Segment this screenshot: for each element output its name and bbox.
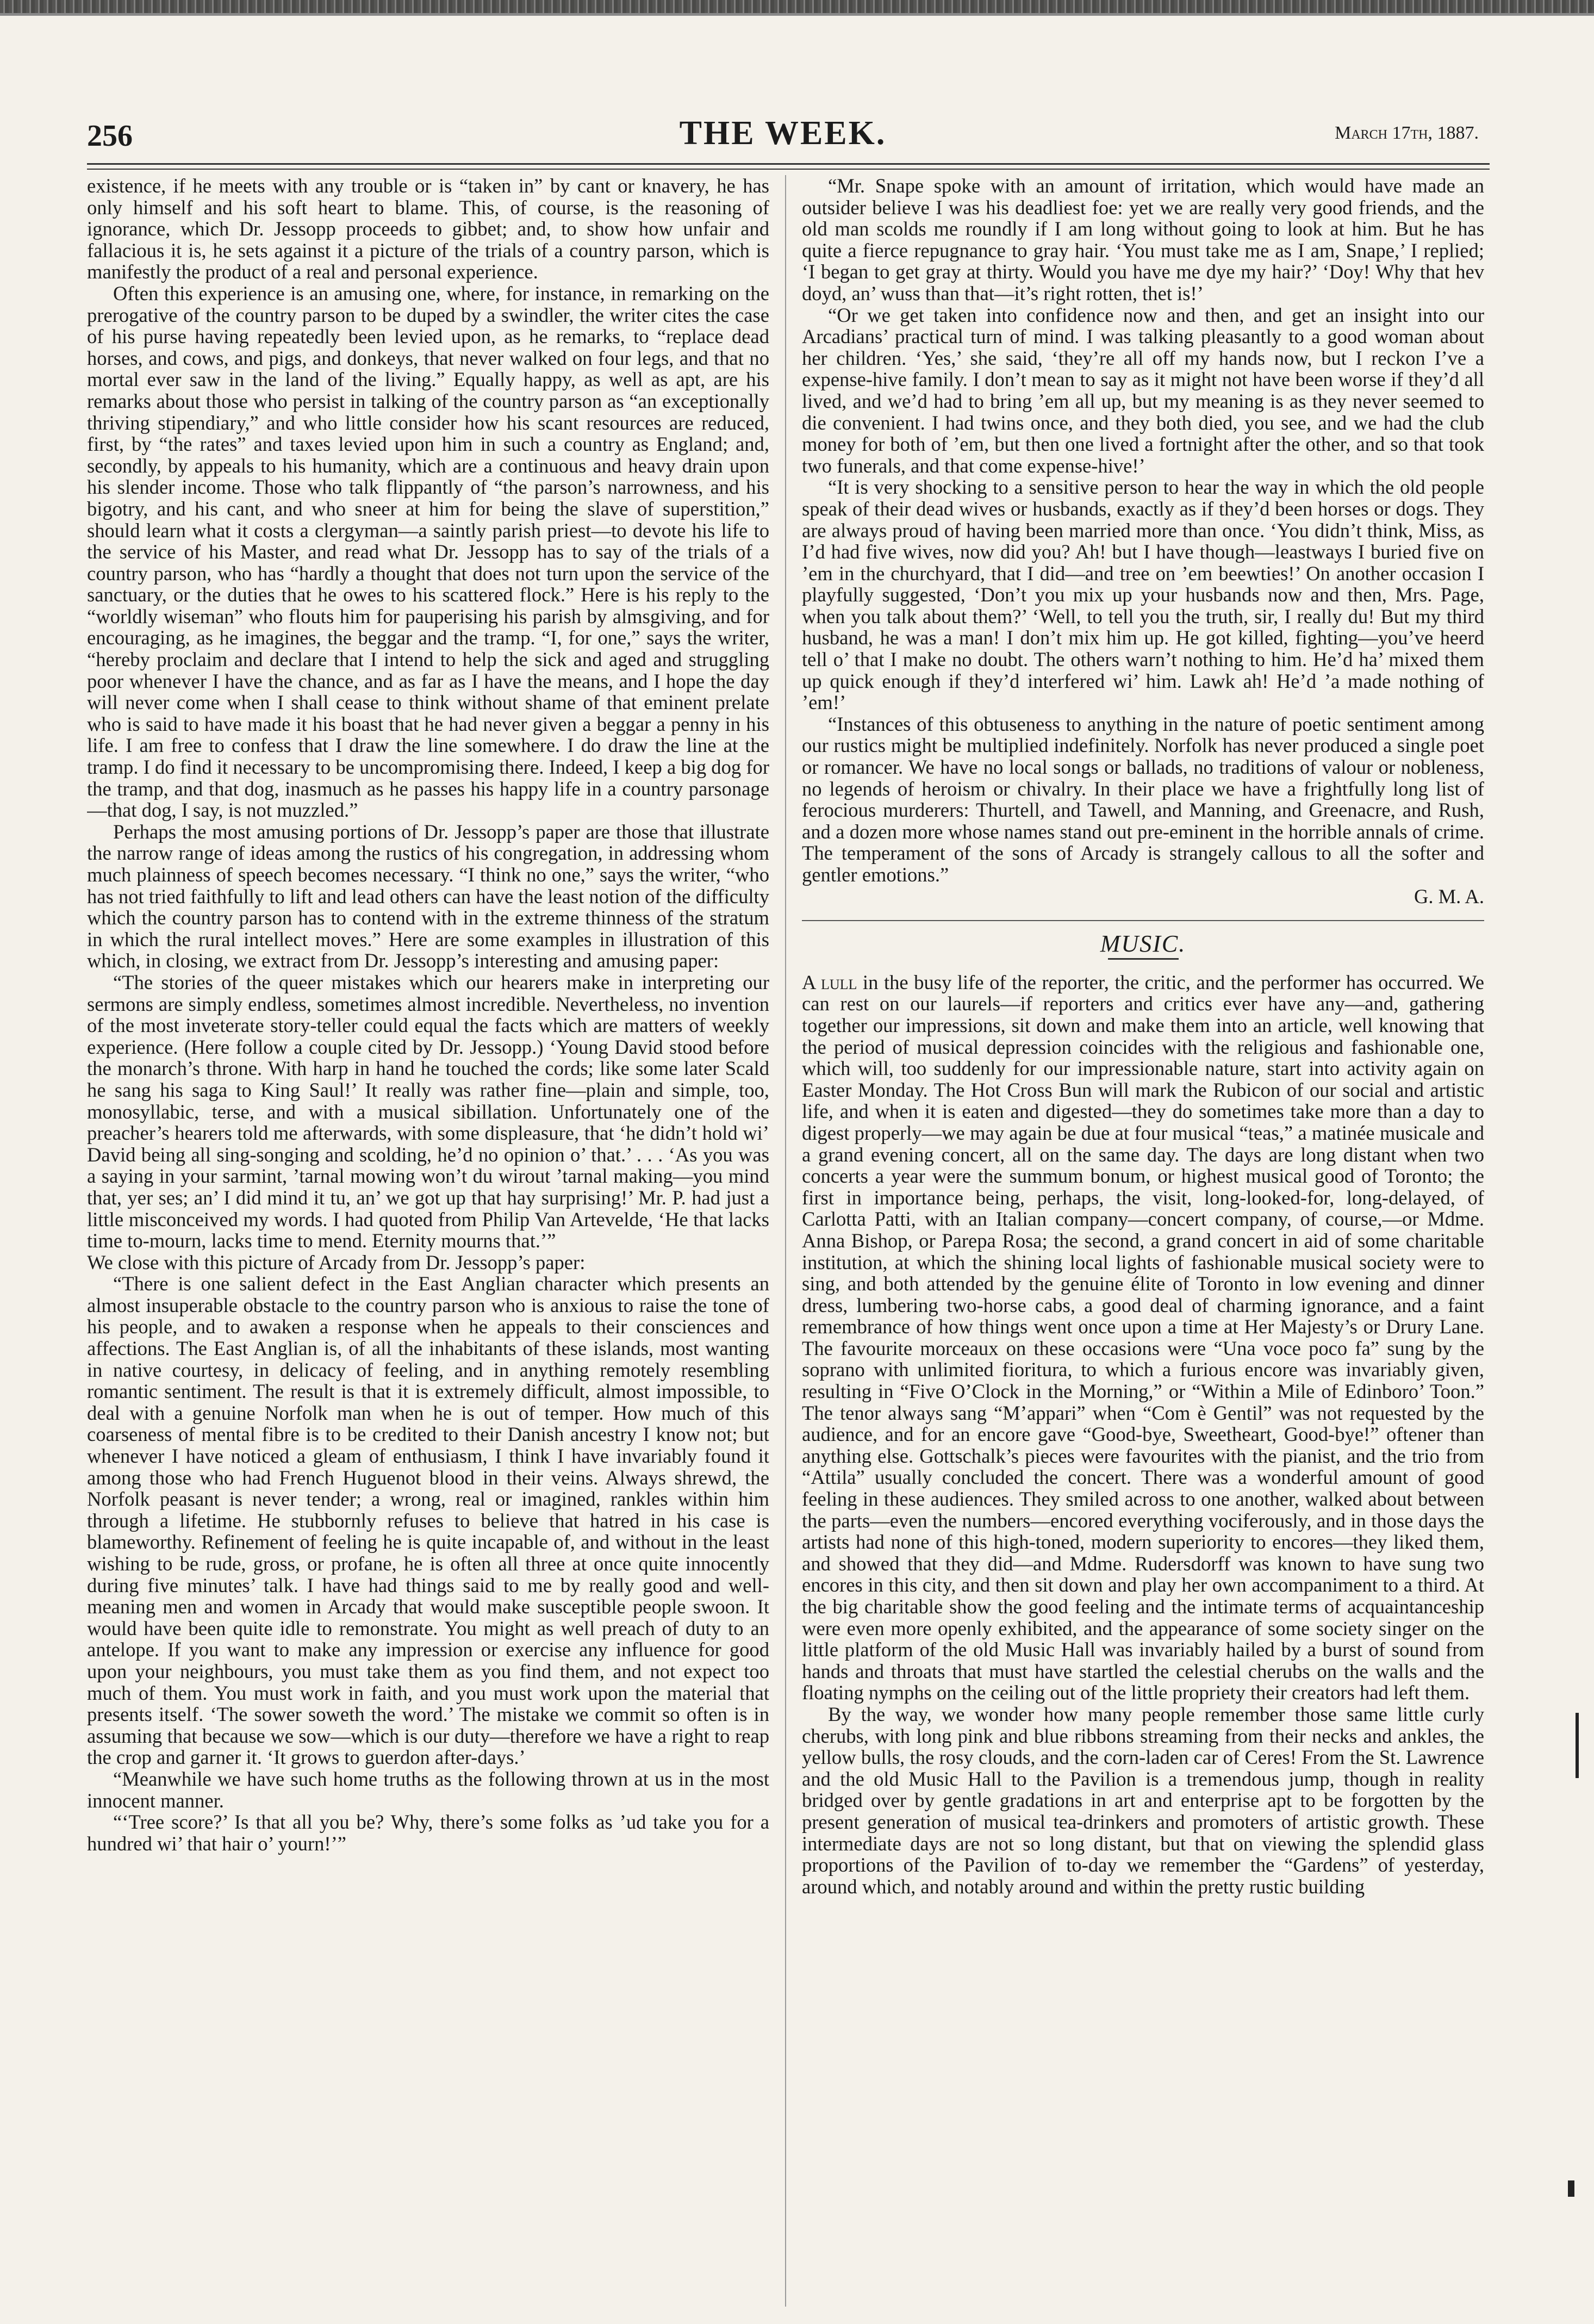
quote-paragraph: “Mr. Snape spoke with an amount of irritation, which would have made an outsider believe I was his deadliest foe: yet we are really very good friends, and the old man scolds me roundly if I am long without going to look at him. But he has quite a fierce repugnance to gray hair. ‘You must take me as I am, Snape,’ I replied; ‘I began to get gray at thirty. Would you have me dye my hair?’ ‘Doy! Why that hev doyd, an’ wuss than that—it’s right rotten, thet is!’ bbox=[802, 175, 1484, 305]
top-border bbox=[0, 0, 1594, 13]
issue-date: March 17th, 1887. bbox=[1335, 123, 1479, 143]
section-divider bbox=[802, 920, 1484, 921]
page-number: 256 bbox=[87, 119, 133, 153]
author-signature: G. M. A. bbox=[1414, 885, 1484, 908]
column-divider bbox=[785, 175, 786, 2307]
quote-paragraph: “Instances of this obtuseness to anything in the nature of poetic sentiment among our rustics might be multiplied indefinitely. Norfolk has never produced a single poet or romancer. We have no local songs or ballads, no traditions of valour or nobleness, no legends of heroism or chivalry. In their place we have a frightfully long list of ferocious murderers: Thurtell, and Tawell, and Manning, and Greenacre, and Rush, and a dozen more whose names stand out pre-eminent in the horrible annals of crime. The temperament of the sons of Arcady is strangely callous to all the softer and gentler emotions.” bbox=[802, 712, 1484, 886]
right-column bbox=[802, 175, 1484, 2317]
left-column bbox=[87, 175, 769, 2317]
quote-paragraph: “There is one salient defect in the East Anglian character which presents an almost insuperable obstacle to the country parson who is anxious to raise the tone of his people, and to awaken a response when he appeals to their consciences and affections. The East Anglian is, of all the inhabitants of these islands, most wanting in native courtesy, in delicacy of feeling, and in anything remotely resembling romantic sentiment. The result is that it is extremely difficult, almost impossible, to deal with a genuine Norfolk man when he is out of temper. How much of this coarseness of mental fibre is to be credited to their Danish ancestry I know not; but whenever I have noticed a gleam of enthusiasm, I think I have invariably found it among those who had French Huguenot blood in their veins. Always shrewd, the Norfolk peasant is never tender; a wrong, real or imagined, rankles within him through a lifetime. He stubbornly refuses to believe that hatred in his case is blameworthy. Refinement of feeling he is quite incapable of, and without in the least wishing to be rude, gross, or profane, he is often all three at once quite innocently during five minutes’ talk. I have had things said to me by really good and well-meaning men and women in Arcady that would make susceptible people swoon. It would have been quite idle to remonstrate. You might as well preach of duty to an antelope. If you want to make any impression or exercise any influence for good upon your neighbours, you must take them as you find them, and not expect too much of them. You must work in faith, and you must work upon the material that presents itself. ‘The sower soweth the word.’ The mistake we commit so often is in assuming that because we sow—which is our duty—therefore we have a right to reap the crop and garner it. ‘It grows to guerdon after-days.’ bbox=[87, 1272, 769, 1769]
header-rule bbox=[87, 163, 1490, 170]
quote-paragraph: “The stories of the queer mistakes which our hearers make in interpreting our sermons are simply endless, sometimes almost incredible. Nevertheless, no invention of the most inveterate story-teller could equal the facts which are matters of weekly experience. (Here follow a couple cited by Dr. Jessopp.) ‘Young David stood before the monarch’s throne. With harp in hand he touched the cords; like some later Scald he sang his saga to King Saul!’ It really was rather fine—plain and simple, too, monosyllabic, terse, and with a musical sibillation. Unfortunately one of the preacher’s hearers told me afterwards, with some displeasure, that ‘he didn’t hold wi’ David being all sing-songing and scolding, he’d no opinion o’ that.’ . . . ‘As you was a saying in your sarmint, ’tarnal mowing won’t du wirout ’tarnal making—you mind that, yer ses; an’ I did mind it tu, an’ we got up that hay surprising!’ Mr. P. had just a little misconceived my words. I had quoted from Philip Van Artevelde, ‘He that lacks time to-mourn, lacks time to mend. Eternity mourns that.’” bbox=[87, 971, 769, 1252]
lead-in: A lull bbox=[802, 971, 857, 993]
music-paragraph: By the way, we wonder how many people remember those same little curly cherubs, with long pink and blue ribbons streaming from their necks and ankles, the yellow bulls, the rosy clouds, and the corn-laden car of Ceres! From the St. Lawrence and the old Music Hall to the Pavilion is a tremendous jump, though in reality bridged over by gentle gradations in art and enterprise apt to be forgotten by the present generation of musical tea-drinkers and promoters of artistic growth. These intermediate days are not so long distant, but that on viewing the splendid glass proportions of the Pavilion of to-day we remember the “Gardens” of yesterday, around which, and notably around and within the pretty rustic building bbox=[802, 1702, 1484, 1898]
top-border-line bbox=[0, 13, 1594, 16]
paragraph: existence, if he meets with any trouble or is “taken in” by cant or knavery, he has only himself and his soft heart to blame. This, of course, is the reasoning of ignorance, which Dr. Jessopp proceeds to gibbet; and, to show how unfair and fallacious it is, he sets against it a picture of the trials of a country parson, which is manifestly the product of a real and personal experience. bbox=[87, 175, 769, 283]
quote-paragraph: “Meanwhile we have such home truths as the following thrown at us in the most innocent manner. bbox=[87, 1767, 769, 1812]
paragraph: Often this experience is an amusing one, where, for instance, in remarking on the prerogative of the country parson to be duped by a swindler, the writer cites the case of his purse having repeatedly been levied upon, as he remarks, to “replace dead horses, and cows, and pigs, and donkeys, that never walked on four legs, and that no mortal ever saw in the land of the living.” Equally happy, as well as apt, are his remarks about those who persist in talking of the country parson as “an exceptionally thriving stipendiary,” and who little consider how his scant resources are reduced, first, by “the rates” and taxes levied upon him in such a country as England; and, secondly, by appeals to his humanity, which are a continuous and heavy drain upon his slender income. Those who talk flippantly of “the parson’s narrowness, and his bigotry, and his cant, and who sneer at him for being the slave of superstition,” should learn what it costs a clergyman—a saintly parish priest—to devote his life to the service of his Master, and read what Dr. Jessopp has to say of the trials of a country parson, who has “hardly a thought that does not turn upon the service of the sanctuary, or the duties that he owes to his scattered flock.” Here is his reply to the “worldly wiseman” who flouts him for pauperising his parish by almsgiving, and for encouraging, as he imagines, the beggar and the tramp. “I, for one,” says the writer, “hereby proclaim and declare that I intend to help the sick and aged and struggling poor whenever I have the chance, and as far as I have the means, and I hope the day will never come when I shall cease to think without shame of that eminent prelate who is said to have made it his boast that he had never given a beggar a penny in his life. I am free to confess that I draw the line somewhere. I do draw the line at the tramp. I do find it necessary to be uncompromising there. Indeed, I keep a big dog for the tramp, and that dog, inasmuch as he passes his happy life in a country parsonage—that dog, I say, is not muzzled.” bbox=[87, 282, 769, 822]
page-header bbox=[87, 109, 1479, 158]
quote-paragraph: “‘Tree score?’ Is that all you be? Why, there’s some folks as ’ud take you for a hundred wi’ that hair o’ yourn!’” bbox=[87, 1811, 769, 1855]
quote-paragraph: “It is very shocking to a sensitive person to hear the way in which the old people speak of their dead wives or husbands, exactly as if they’d been horses or dogs. They are always proud of having been married more than once. ‘You didn’t think, Miss, as I’d had five wives, now did you? Ah! but I have though—leastways I buried five on ’em in the churchyard, that I did—and tree on ’em beewties!’ On another occasion I playfully suggested, ‘Don’t you mix up your husbands now and then, Mrs. Page, when you talk about them?’ ‘Well, to tell you the truth, sir, I really du! But my third husband, he was a man! I don’t mix him up. He got killed, fighting—you’ve heerd tell o’ that I make no doubt. The others warn’t nothing to him. He’d ha’ mixed them up quick enough if they’d interfered wi’ him. Lawk ah! He’d ’a made nothing of ’em!’ bbox=[802, 476, 1484, 714]
heading-underline bbox=[1108, 958, 1179, 960]
quote-paragraph: “Or we get taken into confidence now and then, and get an insight into our Arcadians’ practical turn of mind. I was talking pleasantly to a good woman about her children. ‘Yes,’ she said, ‘they’re all off my hands now, but I reckon I’ve a expense-hive family. I don’t mean to say as it might not have been worse if they’d all lived, and we’d had to bring ’em all up, but my meaning is as they never seemed to die convenient. I had twins once, and they both died, you see, and we had the club money for both of ’em, but then one lived a fortnight after the other, and so that took two funerals, and that come expense-hive!’ bbox=[802, 303, 1484, 477]
masthead-title: THE WEEK. bbox=[679, 115, 887, 152]
music-text: in the busy life of the reporter, the critic, and the performer has occurred. We can rest on our laurels—if reporters and critics ever have any—and, gathering together our impressions, sit down and make them into an article, well knowing that the period of musical depression coincides with the religious and fashionable one, which will, too suddenly for our impressionable nature, start into activity again on Easter Monday. The Hot Cross Bun will mark the Rubicon of our social and artistic life, and when it is eaten and digested—they do sometimes take more than a day to digest properly—we may again be due at four musical “teas,” a matinée musicale and a grand evening concert, all on the same day. The days are long distant when two concerts a year were the summum bonum, or highest musical good of Toronto; the first in importance being, perhaps, the visit, long-looked-for, long-delayed, of Carlotta Patti, with an Italian company—concert company, of course,—or Mdme. Anna Bishop, or Parepa Rosa; the second, a grand concert in aid of some charitable institution, at which the shining local lights of fashionable musical society were to sing, and both attended by the genuine élite of Toronto in low evening and dinner dress, lumbering two-horse cabs, a good deal of charming ignorance, and a faint remembrance of how things went once upon a time at Her Majesty’s or Drury Lane. The favourite morceaux on these occasions were “Una voce poco fa” sung by the soprano with unlimited fioritura, to which a furious encore was invariably given, resulting in “Five O’Clock in the Morning,” or “Within a Mile of Edinboro’ Toon.” The tenor always sang “M’appari” when “Com è Gentil” was not requested by the audience, and for an encore gave “Good-bye, Sweetheart, Good-bye!” oftener than anything else. Gottschalk’s pieces were favourites with the pianist, and the trio from “Attila” usually concluded the concert. There was a wonderful amount of good feeling in these audiences. They smiled across to one another, walked about between the parts—even the numbers—encored everything vociferously, and in those days the artists had none of this high-toned, modern superiority to encores—they liked them, and showed that they did—and Mdme. Rudersdorff was known to have sung two encores in this city, and then sit down and play her own accompaniment to a third. At the big charitable show the good feeling and the intimate terms of acquaintanceship were even more openly exhibited, and the appearance of some society singer on the little platform of the old Music Hall was invariably hailed by a burst of sound from hands and throats that must have startled the celestial cherubs on the walls and the floating nymphs on the ceiling out of the little propriety their creators had left them. bbox=[802, 971, 1484, 1704]
section-heading-music: MUSIC. bbox=[1100, 930, 1186, 958]
margin-mark bbox=[1568, 2180, 1574, 2197]
music-paragraph bbox=[802, 972, 1484, 1704]
paragraph: We close with this picture of Arcady from Dr. Jessopp’s paper: bbox=[87, 1251, 586, 1273]
margin-mark bbox=[1576, 1713, 1579, 1778]
paragraph: Perhaps the most amusing portions of Dr. Jessopp’s paper are those that illustrate the narrow range of ideas among the rustics of his congregation, in addressing whom much plainness of speech becomes necessary. “I think no one,” says the writer, “who has not tried faithfully to lift and lead others can have the least notion of the difficulty which the country parson has to contend with in the extreme thinness of the stratum in which the rural intellect moves.” Here are some examples in illustration of this which, in closing, we extract from Dr. Jessopp’s interesting and amusing paper: bbox=[87, 820, 769, 972]
